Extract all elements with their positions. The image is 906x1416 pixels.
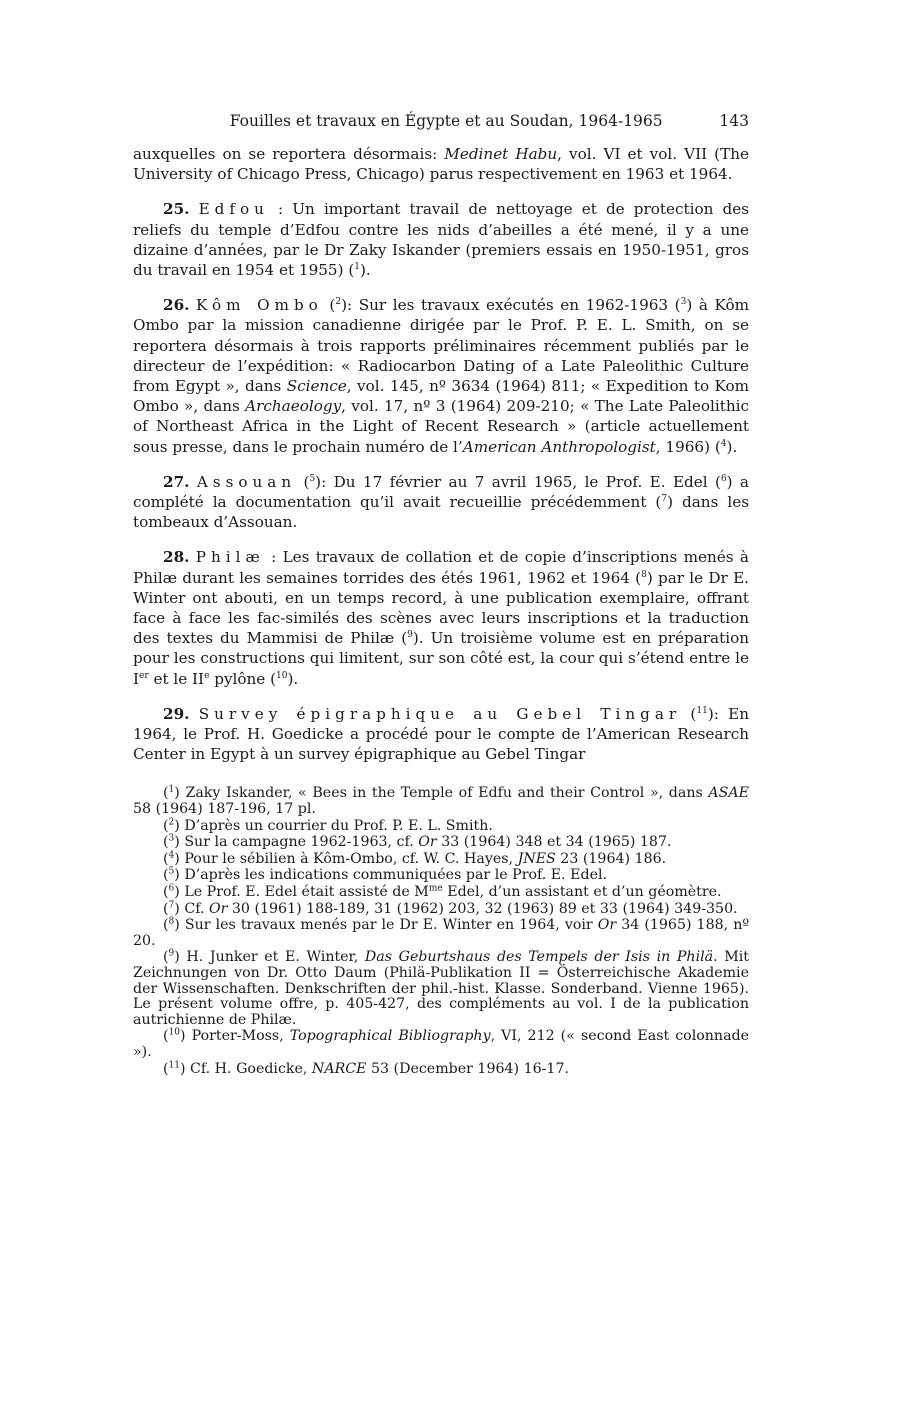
- text-run: ).: [287, 669, 299, 688]
- text-run: ).: [726, 437, 738, 456]
- text-run: , VI, 212 (« second East colonnade »).: [133, 1028, 750, 1060]
- text-run: H. Junker et E. Winter,: [179, 949, 365, 966]
- footnote-ref[interactable]: 10: [276, 670, 288, 681]
- text-run: Cf.: [179, 900, 209, 917]
- section-heading: Edfou: [198, 200, 269, 219]
- footnote-1: ($^1$) Zaky Iskander, « Bees in the Temple of Edfu and their Control », dans ASAE 58 (1964) 187-196, 17 pl.: [133, 784, 749, 818]
- footnote-ref[interactable]: 11: [696, 705, 708, 716]
- italic-title: ASAE: [708, 785, 749, 802]
- main-text: [133, 144, 749, 764]
- abbreviation-superscript: me: [428, 883, 443, 894]
- section-number: 29.: [163, 704, 190, 723]
- section-heading: Kôm Ombo: [196, 296, 323, 315]
- text-run: ) a complété la documentation qu’il avait recueillie précédemment (: [133, 472, 749, 512]
- text-run: Porter-Moss,: [185, 1028, 290, 1045]
- footnote-6: ($^6$) Le Prof. E. Edel était assisté de $M^{me}$ Edel, d’un assistant et d’un géomètre.: [163, 883, 722, 901]
- running-title: Fouilles et travaux en Égypte et au Soudan, 1964-1965: [229, 112, 663, 130]
- footnote-marker: 11: [168, 1059, 180, 1070]
- footnote-ref[interactable]: 8: [641, 569, 647, 580]
- italic-title: Or: [597, 917, 617, 934]
- text-run: Zaky Iskander, « Bees in the Temple of Edfu and their Control », dans: [179, 785, 709, 802]
- italic-title: NARCE: [311, 1060, 367, 1077]
- text-run: : Un important travail de nettoyage et de protection des reliefs du temple d’Edfou contre les nids d’abeilles a été mené, il y a une dizaine d’années, par le Dr Zaky Iskander (premiers essais en 1950-1951, gros du travail en 1954 et 1955) (: [133, 200, 750, 280]
- footnote-2: ($^2$) D’après un courrier du Prof. P. E. L. Smith.: [163, 816, 493, 834]
- text-run: Cf. H. Goedicke,: [185, 1060, 312, 1077]
- footnote-ref[interactable]: 3: [680, 297, 687, 308]
- text-run: 23 (1964) 186.: [555, 850, 667, 867]
- text-run: Sur les travaux menés par le Dr E. Winter en 1964, voir: [179, 917, 598, 934]
- footnote-4: ($^4$) Pour le sébilien à Kôm-Ombo, cf. W. C. Hayes, JNES 23 (1964) 186.: [163, 850, 667, 867]
- text-run: ): En 1964, le Prof. H. Goedicke a procédé pour le compte de l’American Research Center in Egypt à un survey épigraphique au Gebel Tingar: [133, 704, 749, 764]
- text-run: ) dans les tombeaux d’Assouan.: [133, 493, 749, 532]
- running-head: [133, 112, 749, 130]
- footnote-8: ($^8$) Sur les travaux menés par le Dr E. Winter en 1964, voir Or 34 (1965) 188, nº 20.: [133, 916, 750, 949]
- text-run: 34 (1965) 188, nº 20.: [133, 917, 750, 949]
- section-number: 26.: [163, 296, 190, 315]
- italic-title: Archaeology: [245, 397, 342, 416]
- italic-title: Medinet Habu: [444, 145, 558, 163]
- text-run: 58 (1964) 187-196, 17 pl.: [133, 801, 316, 818]
- text-run: : Les travaux de collation et de copie d’inscriptions menés à Philæ durant les semaines torrides des étés 1961, 1962 et 1964 (: [133, 548, 749, 587]
- text-run: D’après un courrier du Prof. P. E. L. Smith.: [179, 817, 493, 834]
- footnote-marker: 5: [168, 866, 175, 877]
- footnote-5: ($^5$) D’après les indications communiquées par le Prof. E. Edel.: [163, 866, 608, 884]
- footnotes: [133, 786, 749, 1077]
- text-run: 30 (1961) 188-189, 31 (1962) 203, 32 (1963) 89 et 33 (1964) 349-350.: [227, 900, 738, 917]
- section-26-kom-ombo: [133, 295, 749, 457]
- footnote-marker: 6: [168, 883, 175, 894]
- ordinal-superscript: e: [204, 670, 210, 681]
- text-run: (: [322, 296, 336, 315]
- italic-title: Das Geburtshaus des Tempels der Isis in Philä: [364, 949, 714, 966]
- footnote-marker: 4: [168, 850, 175, 861]
- text-run: et le II: [148, 669, 205, 688]
- text-run: 33 (1964) 348 et 34 (1965) 187.: [436, 834, 672, 851]
- section-25-edfou: [133, 199, 749, 280]
- page: [133, 112, 749, 1078]
- text-run: , 1966) (: [655, 437, 721, 456]
- footnote-marker: 1: [168, 784, 175, 795]
- text-run: ) par le Dr E. Winter ont abouti, en un temps record, à une publication exemplaire, offrant face à face les fac-similés des scènes avec leurs inscriptions et la traduction des textes du Mammisi de Philæ (: [133, 568, 749, 648]
- footnote-3: ($^3$) Sur la campagne 1962-1963, cf. Or 33 (1964) 348 et 34 (1965) 187.: [163, 833, 672, 851]
- footnote-7: ($^7$) Cf. Or 30 (1961) 188-189, 31 (1962) 203, 32 (1963) 89 et 33 (1964) 349-350.: [163, 899, 738, 917]
- paragraph-continuation: [133, 144, 749, 184]
- footnote-10: ($^{10}$) Porter-Moss, Topographical Bibliography, VI, 212 (« second East colonnade »).: [133, 1027, 750, 1060]
- section-number: 25.: [163, 200, 190, 219]
- italic-title: Or: [418, 834, 437, 851]
- text-run: ): Du 17 février au 7 avril 1965, le Prof. E. Edel (: [315, 472, 721, 491]
- footnote-11: ($^{11}$) Cf. H. Goedicke, NARCE 53 (December 1964) 16-17.: [163, 1059, 569, 1077]
- text-run: Edel, d’un assistant et d’un géomètre.: [442, 884, 722, 901]
- section-heading: Survey épigraphique au Gebel Tingar: [198, 704, 682, 723]
- footnote-marker: 10: [168, 1027, 180, 1038]
- footnote-ref[interactable]: 1: [354, 261, 360, 272]
- footnote-marker: 2: [168, 816, 175, 827]
- text-run: Le Prof. E. Edel était assisté de M: [179, 884, 429, 901]
- text-run: Pour le sébilien à Kôm-Ombo, cf. W. C. Hayes,: [179, 850, 518, 867]
- text-run: pylône (: [209, 669, 277, 688]
- text-run: ): Sur les travaux exécutés en 1962-1963 (: [341, 296, 681, 315]
- italic-title: Topographical Bibliography: [289, 1028, 491, 1045]
- section-number: 27.: [163, 472, 190, 491]
- italic-title: American Anthropologist: [462, 437, 656, 456]
- section-27-assouan: [133, 472, 749, 533]
- footnote-ref[interactable]: 9: [407, 630, 413, 641]
- footnote-marker: 7: [168, 899, 175, 910]
- footnote-ref[interactable]: 5: [309, 473, 316, 484]
- footnote-marker: 3: [168, 833, 175, 844]
- text-run: (: [296, 472, 310, 491]
- section-heading: Assouan: [196, 472, 297, 491]
- text-run: ).: [359, 261, 371, 280]
- section-29-gebel-tingar: [133, 704, 749, 765]
- section-number: 28.: [163, 548, 190, 567]
- italic-title: JNES: [517, 850, 556, 867]
- text-run: (: [681, 704, 697, 723]
- footnote-marker: 9: [168, 948, 175, 959]
- footnote-ref[interactable]: 7: [661, 493, 668, 504]
- page-number: 143: [719, 112, 749, 130]
- footnote-ref[interactable]: 2: [335, 297, 342, 308]
- text-run: , vol. 17, nº 3 (1964) 209-210; « The Late Paleolithic of Northeast Africa in the Light of Recent Research » (article actuellement sous presse, dans le prochain numéro de l’: [133, 397, 749, 456]
- italic-title: Science: [286, 377, 347, 396]
- section-heading: Philæ: [195, 548, 265, 567]
- ordinal-superscript: er: [139, 670, 149, 681]
- section-28-philae: [133, 547, 749, 688]
- text-run: ). Un troisième volume est en préparation pour les constructions qui limitent, sur son côté est, la cour qui s’étend entre le I: [133, 629, 749, 688]
- italic-title: Or: [208, 900, 228, 917]
- text-run: D’après les indications communiquées par le Prof. E. Edel.: [179, 867, 608, 884]
- text-run: , vol. 145, nº 3634 (1964) 811; « Expedition to Kom Ombo », dans: [133, 377, 749, 416]
- text-run: , vol. VI et vol. VII (The University of Chicago Press, Chicago) parus respectivement en 1963 et 1964.: [133, 145, 749, 184]
- text-run: . Mit Zeichnungen von Dr. Otto Daum (Philä-Publikation II = Österreichische Akademie der Wissenschaften. Denkschriften der phil.-hist. Klasse. Sonderband. Vienne 1965). Le présent volume offre, p. 405-427, des compléments au vol. I de la publication autrichienne de Philæ.: [133, 949, 749, 1028]
- text-run: ) à Kôm Ombo par la mission canadienne dirigée par le Prof. P. E. L. Smith, on se reportera désormais à trois rapports préliminaires récemment publiés par le directeur de l’expédition: « Radiocarbon Dating of a Late Paleolithic Culture from Egypt », dans: [133, 296, 749, 396]
- text-run: 53 (December 1964) 16-17.: [366, 1060, 569, 1077]
- text-run: Sur la campagne 1962-1963, cf.: [179, 834, 419, 851]
- footnote-marker: 8: [168, 916, 175, 927]
- footnote-ref[interactable]: 4: [720, 438, 727, 449]
- text-run: auxquelles on se reportera désormais:: [133, 145, 445, 163]
- footnote-9: ($^9$) H. Junker et E. Winter, Das Geburtshaus des Tempels der Isis in Philä. Mit Zeichnungen von Dr. Otto Daum (Philä-Publikation II = Österreichische Akademie der Wissenschaften. Denkschriften der phil.-hist. Klasse. Sonderband. Vienne 1965). Le présent volume offre, p. 405-427, des compléments au vol. I de la publication autrichienne de Philæ.: [133, 948, 749, 1028]
- footnote-ref[interactable]: 6: [720, 473, 727, 484]
